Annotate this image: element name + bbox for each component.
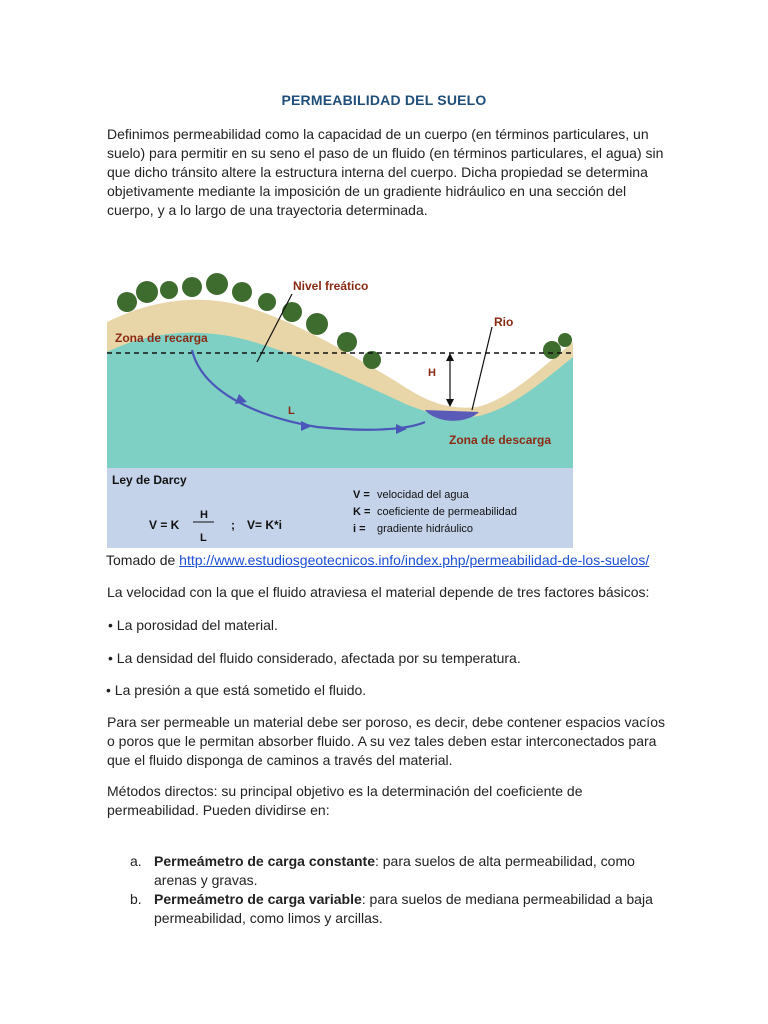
factor-bullet: • La densidad del fluido considerado, afectada por su temperatura. xyxy=(108,650,521,666)
darcy-figure xyxy=(107,232,573,548)
nivel-label: Nivel freático xyxy=(293,279,369,293)
legend-i: gradiente hidráulico xyxy=(377,523,474,535)
page-title: PERMEABILIDAD DEL SUELO xyxy=(281,92,487,108)
legend-i-key: i = xyxy=(353,523,366,535)
l-label: L xyxy=(288,405,295,417)
formula-left: V = K xyxy=(149,518,180,532)
legend-v-key: V = xyxy=(353,489,370,501)
legend-v: velocidad del agua xyxy=(377,489,469,501)
intro-paragraph: Definimos permeabilidad como la capacidad de un cuerpo (en términos particulares, un suelo) para permitir en su seno el paso de un fluido (en términos particulares, el agua) sin que dicho tránsito altere la estructura interna del cuerpo. Dicha propiedad se determina objetivamente mediante la imposición de un gradiente hidráulico en una sección del cuerpo, y a lo largo de una trayectoria determinada. xyxy=(107,126,664,218)
formula-separator: ; xyxy=(231,518,235,532)
legend-k: coeficiente de permeabilidad xyxy=(377,506,518,518)
list-marker: a. xyxy=(130,853,142,869)
credit-prefix: Tomado de xyxy=(106,552,176,568)
formula-denominator: L xyxy=(200,532,207,544)
factor-bullet: • La porosidad del material. xyxy=(108,617,278,633)
method-term: Permeámetro de carga variable xyxy=(154,891,362,907)
descarga-label: Zona de descarga xyxy=(449,433,552,447)
formula-numerator: H xyxy=(200,509,208,521)
method-text xyxy=(154,852,674,890)
recarga-label: Zona de recarga xyxy=(115,331,208,345)
formula-right: V= K*i xyxy=(247,518,283,532)
legend-k-key: K = xyxy=(353,506,371,518)
porous-paragraph: Para ser permeable un material debe ser poroso, es decir, debe contener espacios vacíos o poros que le permitan absorber fluido. A su vez tales deben estar interconectados para que el fluido disponga de caminos a través del material. xyxy=(107,714,665,768)
rio-label: Rio xyxy=(494,315,514,329)
figure-credit xyxy=(106,551,649,570)
darcy-title: Ley de Darcy xyxy=(112,473,187,487)
method-desc: : para suelos de alta permeabilidad, como arenas y gravas. xyxy=(154,853,635,888)
factor-bullet: • La presión a que está sometido el fluido. xyxy=(106,682,367,698)
source-link[interactable]: http://www.estudiosgeotecnicos.info/index.php/permeabilidad-de-los-suelos/ xyxy=(179,552,650,568)
method-text xyxy=(154,890,674,928)
methods-paragraph: Métodos directos: su principal objetivo es la determinación del coeficiente de permeabilidad. Pueden dividirse en: xyxy=(107,783,583,818)
method-term: Permeámetro de carga constante xyxy=(154,853,375,869)
method-desc: : para suelos de mediana permeabilidad a baja permeabilidad, como limos y arcillas. xyxy=(154,891,653,926)
list-marker: b. xyxy=(130,891,142,907)
h-label: H xyxy=(428,367,436,379)
factors-intro: La velocidad con la que el fluido atraviesa el material depende de tres factores básicos: xyxy=(107,584,650,600)
